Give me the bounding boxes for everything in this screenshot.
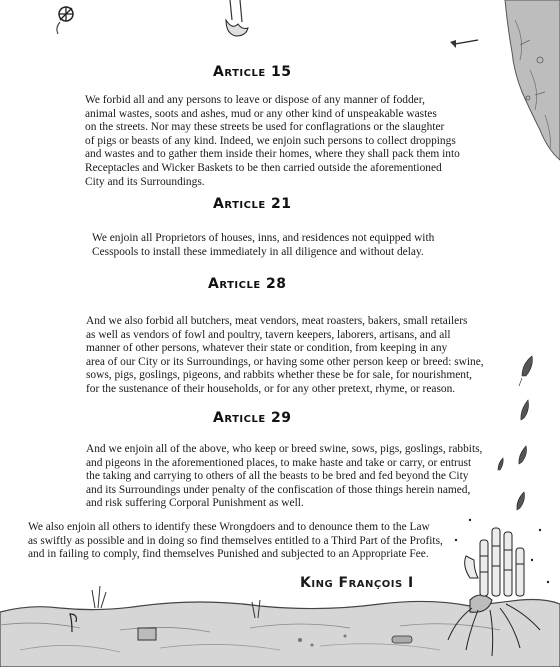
text-line: and in failing to comply, find themselves Punished and subjected to an Appropriate Fee. [28, 548, 429, 561]
text-line: We also enjoin all others to identify these Wrongdoers and to denounce them to the Law [28, 521, 430, 533]
text-line: of pigs or beasts of any kind. Indeed, we enjoin such persons to collect droppings [85, 134, 456, 147]
text-line: area of our City or its Surroundings, or having some other person keep or breed: swine, [86, 355, 484, 368]
text-line: And we also forbid all butchers, meat vendors, meat roasters, bakers, small retailers [86, 315, 468, 327]
text-line: the taking and carrying to others of all the beasts to be bred and fed beyond the City [86, 470, 469, 483]
text-line: We forbid all and any persons to leave or dispose of any manner of fodder, [85, 94, 425, 106]
emblem-icon [59, 7, 73, 21]
text-line: as well as vendors of fowl and poultry, tavern keepers, laborers, artisans, and all [86, 328, 451, 341]
text-line: manner of other persons, whatever their state or condition, from keeping in any [86, 342, 448, 355]
rock-wall-shape [505, 0, 560, 160]
text-line: We enjoin all Proprietors of houses, inns, and residences not equipped with [92, 232, 435, 244]
text-line: as swiftly as possible and in doing so find themselves entitled to a Third Part of the Profits, [28, 534, 443, 547]
article-15-heading: Article 15 [213, 64, 292, 80]
text-line: for the sustenance of their households, or for any other pretext, rhyme, or reason. [86, 382, 456, 395]
article-15-text [85, 94, 460, 189]
text-line: And we enjoin all of the above, who keep or breed swine, sows, pigs, goslings, rabbits, [86, 443, 483, 455]
article-28-text [86, 315, 484, 397]
text-line: and its Surroundings under penalty of the confiscation of those things herein named, [86, 483, 471, 496]
article-29-text [86, 443, 482, 511]
text-line: and pigeons in the aforementioned places, to make haste and take or carry, or entrust [86, 456, 472, 469]
dart-icon [450, 40, 478, 48]
king-signature: King François I [300, 575, 414, 591]
text-line: sows, pigs, goslings, pigeons, and rabbits whether these be for sale, for nourishment, [86, 369, 472, 382]
text-line: and risk suffering Corporal Punishment as well. [86, 497, 304, 510]
article-28-heading: Article 28 [208, 276, 287, 292]
closing-text [28, 521, 443, 562]
article-29-heading: Article 29 [213, 410, 292, 426]
text-line: Receptacles and Wicker Baskets to be then carried outside the aforementioned [85, 161, 442, 174]
article-21-heading: Article 21 [213, 196, 292, 212]
feather-icons [498, 356, 532, 510]
text-line: animal wastes, soots and ashes, mud or any other kind of unspeakable wastes [85, 107, 437, 120]
text-line: on the streets. Nor may these streets be used for conflagrations or the slaughter [85, 121, 445, 134]
text-line: Cesspools to install these immediately in all diligence and without delay. [92, 245, 424, 258]
text-line: and wastes and to gather them inside their homes, where they shall pack them into [85, 148, 460, 161]
hanging-shoes-icon [226, 0, 248, 36]
text-line: City and its Surroundings. [85, 175, 205, 188]
article-21-text [92, 232, 434, 259]
